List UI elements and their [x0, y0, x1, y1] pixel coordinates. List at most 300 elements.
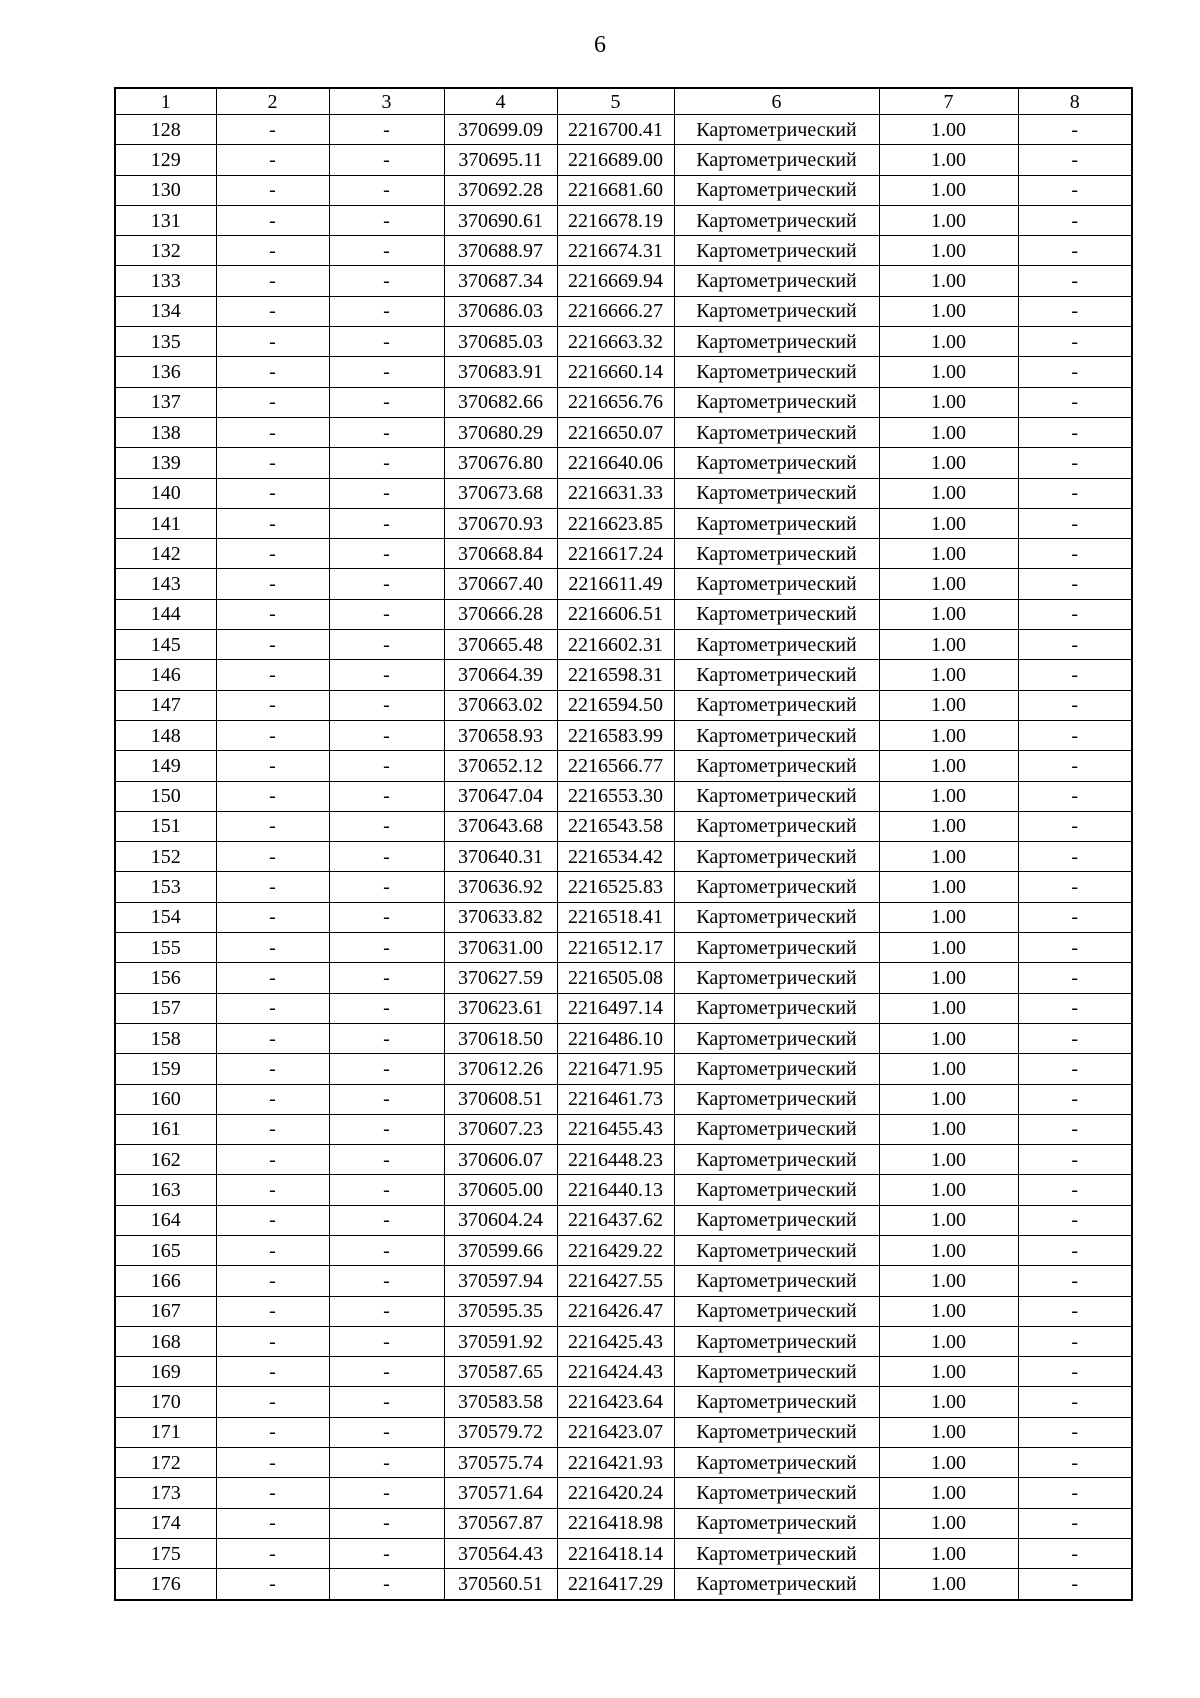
- y-coordinate-cell: 2216663.32: [557, 327, 674, 357]
- table-row: [115, 690, 1132, 720]
- col2-cell: -: [216, 1235, 329, 1265]
- point-number-cell: 133: [115, 266, 216, 296]
- accuracy-cell: 1.00: [879, 539, 1018, 569]
- point-number-cell: 169: [115, 1357, 216, 1387]
- col2-cell: -: [216, 296, 329, 326]
- table-row: [115, 1114, 1132, 1144]
- table-row: [115, 1448, 1132, 1478]
- accuracy-cell: 1.00: [879, 205, 1018, 235]
- y-coordinate-cell: 2216518.41: [557, 902, 674, 932]
- method-cell: Картометрический: [674, 933, 879, 963]
- y-coordinate-cell: 2216660.14: [557, 357, 674, 387]
- col3-cell: -: [329, 599, 444, 629]
- accuracy-cell: 1.00: [879, 1205, 1018, 1235]
- method-cell: Картометрический: [674, 1023, 879, 1053]
- y-coordinate-cell: 2216583.99: [557, 720, 674, 750]
- x-coordinate-cell: 370579.72: [444, 1417, 557, 1447]
- col2-cell: -: [216, 236, 329, 266]
- col8-cell: -: [1018, 1448, 1132, 1478]
- col8-cell: -: [1018, 1145, 1132, 1175]
- col8-cell: -: [1018, 842, 1132, 872]
- table-row: [115, 145, 1132, 175]
- table-header-row: [115, 88, 1132, 115]
- method-cell: Картометрический: [674, 1175, 879, 1205]
- accuracy-cell: 1.00: [879, 266, 1018, 296]
- point-number-cell: 149: [115, 751, 216, 781]
- col3-cell: -: [329, 1417, 444, 1447]
- col8-cell: -: [1018, 1508, 1132, 1538]
- y-coordinate-cell: 2216689.00: [557, 145, 674, 175]
- x-coordinate-cell: 370663.02: [444, 690, 557, 720]
- x-coordinate-cell: 370583.58: [444, 1387, 557, 1417]
- y-coordinate-cell: 2216631.33: [557, 478, 674, 508]
- y-coordinate-cell: 2216656.76: [557, 387, 674, 417]
- point-number-cell: 170: [115, 1387, 216, 1417]
- y-coordinate-cell: 2216461.73: [557, 1084, 674, 1114]
- method-cell: Картометрический: [674, 690, 879, 720]
- x-coordinate-cell: 370591.92: [444, 1326, 557, 1356]
- col8-cell: -: [1018, 993, 1132, 1023]
- x-coordinate-cell: 370575.74: [444, 1448, 557, 1478]
- method-cell: Картометрический: [674, 630, 879, 660]
- y-coordinate-cell: 2216681.60: [557, 175, 674, 205]
- col2-cell: -: [216, 1145, 329, 1175]
- x-coordinate-cell: 370670.93: [444, 508, 557, 538]
- col3-cell: -: [329, 1296, 444, 1326]
- col8-cell: -: [1018, 902, 1132, 932]
- col3-cell: -: [329, 145, 444, 175]
- x-coordinate-cell: 370686.03: [444, 296, 557, 326]
- method-cell: Картометрический: [674, 266, 879, 296]
- x-coordinate-cell: 370623.61: [444, 993, 557, 1023]
- method-cell: Картометрический: [674, 236, 879, 266]
- table-row: [115, 296, 1132, 326]
- x-coordinate-cell: 370607.23: [444, 1114, 557, 1144]
- table-row: [115, 1084, 1132, 1114]
- column-header: 5: [557, 88, 674, 115]
- x-coordinate-cell: 370680.29: [444, 417, 557, 447]
- method-cell: Картометрический: [674, 1205, 879, 1235]
- y-coordinate-cell: 2216640.06: [557, 448, 674, 478]
- point-number-cell: 172: [115, 1448, 216, 1478]
- column-header: 2: [216, 88, 329, 115]
- col8-cell: -: [1018, 508, 1132, 538]
- y-coordinate-cell: 2216455.43: [557, 1114, 674, 1144]
- accuracy-cell: 1.00: [879, 478, 1018, 508]
- col3-cell: -: [329, 842, 444, 872]
- accuracy-cell: 1.00: [879, 902, 1018, 932]
- point-number-cell: 173: [115, 1478, 216, 1508]
- y-coordinate-cell: 2216418.14: [557, 1538, 674, 1568]
- x-coordinate-cell: 370567.87: [444, 1508, 557, 1538]
- point-number-cell: 150: [115, 781, 216, 811]
- point-number-cell: 162: [115, 1145, 216, 1175]
- col3-cell: -: [329, 1266, 444, 1296]
- method-cell: Картометрический: [674, 720, 879, 750]
- table-row: [115, 1266, 1132, 1296]
- col8-cell: -: [1018, 1357, 1132, 1387]
- col8-cell: -: [1018, 872, 1132, 902]
- x-coordinate-cell: 370699.09: [444, 115, 557, 145]
- table-row: [115, 1478, 1132, 1508]
- col8-cell: -: [1018, 751, 1132, 781]
- point-number-cell: 148: [115, 720, 216, 750]
- col3-cell: -: [329, 357, 444, 387]
- col2-cell: -: [216, 902, 329, 932]
- y-coordinate-cell: 2216598.31: [557, 660, 674, 690]
- y-coordinate-cell: 2216525.83: [557, 872, 674, 902]
- x-coordinate-cell: 370608.51: [444, 1084, 557, 1114]
- col8-cell: -: [1018, 417, 1132, 447]
- method-cell: Картометрический: [674, 569, 879, 599]
- accuracy-cell: 1.00: [879, 872, 1018, 902]
- method-cell: Картометрический: [674, 872, 879, 902]
- y-coordinate-cell: 2216440.13: [557, 1175, 674, 1205]
- method-cell: Картометрический: [674, 1084, 879, 1114]
- x-coordinate-cell: 370695.11: [444, 145, 557, 175]
- col8-cell: -: [1018, 1084, 1132, 1114]
- y-coordinate-cell: 2216700.41: [557, 115, 674, 145]
- accuracy-cell: 1.00: [879, 599, 1018, 629]
- x-coordinate-cell: 370571.64: [444, 1478, 557, 1508]
- col2-cell: -: [216, 1357, 329, 1387]
- col2-cell: -: [216, 539, 329, 569]
- col2-cell: -: [216, 1023, 329, 1053]
- col2-cell: -: [216, 448, 329, 478]
- table-row: [115, 599, 1132, 629]
- accuracy-cell: 1.00: [879, 1448, 1018, 1478]
- method-cell: Картометрический: [674, 387, 879, 417]
- col3-cell: -: [329, 1326, 444, 1356]
- table-row: [115, 417, 1132, 447]
- col3-cell: -: [329, 1387, 444, 1417]
- point-number-cell: 161: [115, 1114, 216, 1144]
- y-coordinate-cell: 2216429.22: [557, 1235, 674, 1265]
- accuracy-cell: 1.00: [879, 1023, 1018, 1053]
- accuracy-cell: 1.00: [879, 1357, 1018, 1387]
- method-cell: Картометрический: [674, 1357, 879, 1387]
- table-row: [115, 902, 1132, 932]
- col2-cell: -: [216, 1266, 329, 1296]
- col2-cell: -: [216, 1569, 329, 1600]
- method-cell: Картометрический: [674, 1235, 879, 1265]
- col3-cell: -: [329, 993, 444, 1023]
- accuracy-cell: 1.00: [879, 175, 1018, 205]
- point-number-cell: 142: [115, 539, 216, 569]
- x-coordinate-cell: 370633.82: [444, 902, 557, 932]
- method-cell: Картометрический: [674, 1478, 879, 1508]
- y-coordinate-cell: 2216543.58: [557, 811, 674, 841]
- col3-cell: -: [329, 417, 444, 447]
- accuracy-cell: 1.00: [879, 236, 1018, 266]
- y-coordinate-cell: 2216486.10: [557, 1023, 674, 1053]
- point-number-cell: 141: [115, 508, 216, 538]
- method-cell: Картометрический: [674, 751, 879, 781]
- col8-cell: -: [1018, 963, 1132, 993]
- col8-cell: -: [1018, 1023, 1132, 1053]
- accuracy-cell: 1.00: [879, 781, 1018, 811]
- table-row: [115, 387, 1132, 417]
- col8-cell: -: [1018, 115, 1132, 145]
- col8-cell: -: [1018, 175, 1132, 205]
- point-number-cell: 131: [115, 205, 216, 235]
- col2-cell: -: [216, 508, 329, 538]
- method-cell: Картометрический: [674, 963, 879, 993]
- col8-cell: -: [1018, 1054, 1132, 1084]
- col8-cell: -: [1018, 1175, 1132, 1205]
- col3-cell: -: [329, 387, 444, 417]
- accuracy-cell: 1.00: [879, 145, 1018, 175]
- col3-cell: -: [329, 1114, 444, 1144]
- col3-cell: -: [329, 751, 444, 781]
- accuracy-cell: 1.00: [879, 963, 1018, 993]
- col2-cell: -: [216, 478, 329, 508]
- col2-cell: -: [216, 933, 329, 963]
- table-row: [115, 115, 1132, 145]
- col2-cell: -: [216, 1538, 329, 1568]
- method-cell: Картометрический: [674, 811, 879, 841]
- column-header: 3: [329, 88, 444, 115]
- accuracy-cell: 1.00: [879, 357, 1018, 387]
- col8-cell: -: [1018, 1205, 1132, 1235]
- col8-cell: -: [1018, 1387, 1132, 1417]
- method-cell: Картометрический: [674, 1569, 879, 1600]
- accuracy-cell: 1.00: [879, 811, 1018, 841]
- column-header: 7: [879, 88, 1018, 115]
- col8-cell: -: [1018, 933, 1132, 963]
- table-row: [115, 1023, 1132, 1053]
- column-header: 4: [444, 88, 557, 115]
- x-coordinate-cell: 370640.31: [444, 842, 557, 872]
- col2-cell: -: [216, 842, 329, 872]
- col2-cell: -: [216, 781, 329, 811]
- col2-cell: -: [216, 387, 329, 417]
- x-coordinate-cell: 370682.66: [444, 387, 557, 417]
- method-cell: Картометрический: [674, 478, 879, 508]
- col2-cell: -: [216, 1296, 329, 1326]
- method-cell: Картометрический: [674, 1417, 879, 1447]
- point-number-cell: 155: [115, 933, 216, 963]
- accuracy-cell: 1.00: [879, 1235, 1018, 1265]
- accuracy-cell: 1.00: [879, 387, 1018, 417]
- col2-cell: -: [216, 1054, 329, 1084]
- y-coordinate-cell: 2216602.31: [557, 630, 674, 660]
- col3-cell: -: [329, 660, 444, 690]
- table-row: [115, 357, 1132, 387]
- col8-cell: -: [1018, 660, 1132, 690]
- accuracy-cell: 1.00: [879, 1145, 1018, 1175]
- table-row: [115, 1326, 1132, 1356]
- table-row: [115, 1054, 1132, 1084]
- point-number-cell: 140: [115, 478, 216, 508]
- accuracy-cell: 1.00: [879, 1417, 1018, 1447]
- y-coordinate-cell: 2216497.14: [557, 993, 674, 1023]
- x-coordinate-cell: 370564.43: [444, 1538, 557, 1568]
- table-row: [115, 327, 1132, 357]
- point-number-cell: 174: [115, 1508, 216, 1538]
- x-coordinate-cell: 370688.97: [444, 236, 557, 266]
- table-row: [115, 872, 1132, 902]
- table-row: [115, 811, 1132, 841]
- x-coordinate-cell: 370692.28: [444, 175, 557, 205]
- y-coordinate-cell: 2216423.07: [557, 1417, 674, 1447]
- x-coordinate-cell: 370685.03: [444, 327, 557, 357]
- col3-cell: -: [329, 296, 444, 326]
- col8-cell: -: [1018, 1114, 1132, 1144]
- table-row: [115, 751, 1132, 781]
- col8-cell: -: [1018, 811, 1132, 841]
- method-cell: Картометрический: [674, 902, 879, 932]
- col2-cell: -: [216, 751, 329, 781]
- x-coordinate-cell: 370587.65: [444, 1357, 557, 1387]
- table-row: [115, 205, 1132, 235]
- point-number-cell: 132: [115, 236, 216, 266]
- point-number-cell: 171: [115, 1417, 216, 1447]
- col8-cell: -: [1018, 478, 1132, 508]
- y-coordinate-cell: 2216553.30: [557, 781, 674, 811]
- y-coordinate-cell: 2216512.17: [557, 933, 674, 963]
- y-coordinate-cell: 2216423.64: [557, 1387, 674, 1417]
- x-coordinate-cell: 370604.24: [444, 1205, 557, 1235]
- col8-cell: -: [1018, 690, 1132, 720]
- method-cell: Картометрический: [674, 660, 879, 690]
- col3-cell: -: [329, 1235, 444, 1265]
- col8-cell: -: [1018, 781, 1132, 811]
- table-row: [115, 1538, 1132, 1568]
- table-row: [115, 478, 1132, 508]
- table-row: [115, 1145, 1132, 1175]
- col3-cell: -: [329, 963, 444, 993]
- accuracy-cell: 1.00: [879, 417, 1018, 447]
- method-cell: Картометрический: [674, 993, 879, 1023]
- column-header: 6: [674, 88, 879, 115]
- col8-cell: -: [1018, 448, 1132, 478]
- x-coordinate-cell: 370647.04: [444, 781, 557, 811]
- x-coordinate-cell: 370595.35: [444, 1296, 557, 1326]
- col3-cell: -: [329, 872, 444, 902]
- table-row: [115, 933, 1132, 963]
- x-coordinate-cell: 370560.51: [444, 1569, 557, 1600]
- y-coordinate-cell: 2216669.94: [557, 266, 674, 296]
- accuracy-cell: 1.00: [879, 993, 1018, 1023]
- point-number-cell: 137: [115, 387, 216, 417]
- table-row: [115, 660, 1132, 690]
- accuracy-cell: 1.00: [879, 690, 1018, 720]
- table-row: [115, 569, 1132, 599]
- col3-cell: -: [329, 448, 444, 478]
- accuracy-cell: 1.00: [879, 1478, 1018, 1508]
- col2-cell: -: [216, 1114, 329, 1144]
- col3-cell: -: [329, 690, 444, 720]
- x-coordinate-cell: 370652.12: [444, 751, 557, 781]
- y-coordinate-cell: 2216674.31: [557, 236, 674, 266]
- col3-cell: -: [329, 1054, 444, 1084]
- point-number-cell: 129: [115, 145, 216, 175]
- col3-cell: -: [329, 1508, 444, 1538]
- method-cell: Картометрический: [674, 1266, 879, 1296]
- y-coordinate-cell: 2216424.43: [557, 1357, 674, 1387]
- col8-cell: -: [1018, 1417, 1132, 1447]
- table-row: [115, 1205, 1132, 1235]
- method-cell: Картометрический: [674, 508, 879, 538]
- point-number-cell: 159: [115, 1054, 216, 1084]
- y-coordinate-cell: 2216417.29: [557, 1569, 674, 1600]
- col2-cell: -: [216, 963, 329, 993]
- col8-cell: -: [1018, 266, 1132, 296]
- point-number-cell: 154: [115, 902, 216, 932]
- point-number-cell: 166: [115, 1266, 216, 1296]
- col3-cell: -: [329, 811, 444, 841]
- col2-cell: -: [216, 205, 329, 235]
- y-coordinate-cell: 2216611.49: [557, 569, 674, 599]
- x-coordinate-cell: 370687.34: [444, 266, 557, 296]
- method-cell: Картометрический: [674, 1538, 879, 1568]
- table-body: [115, 115, 1132, 1600]
- table-row: [115, 1417, 1132, 1447]
- x-coordinate-cell: 370612.26: [444, 1054, 557, 1084]
- y-coordinate-cell: 2216426.47: [557, 1296, 674, 1326]
- col8-cell: -: [1018, 387, 1132, 417]
- table-row: [115, 720, 1132, 750]
- accuracy-cell: 1.00: [879, 448, 1018, 478]
- col8-cell: -: [1018, 236, 1132, 266]
- col3-cell: -: [329, 1145, 444, 1175]
- col2-cell: -: [216, 569, 329, 599]
- point-number-cell: 146: [115, 660, 216, 690]
- col3-cell: -: [329, 630, 444, 660]
- col2-cell: -: [216, 115, 329, 145]
- col8-cell: -: [1018, 539, 1132, 569]
- col2-cell: -: [216, 599, 329, 629]
- x-coordinate-cell: 370631.00: [444, 933, 557, 963]
- col3-cell: -: [329, 1084, 444, 1114]
- y-coordinate-cell: 2216420.24: [557, 1478, 674, 1508]
- point-number-cell: 151: [115, 811, 216, 841]
- accuracy-cell: 1.00: [879, 1326, 1018, 1356]
- point-number-cell: 147: [115, 690, 216, 720]
- col3-cell: -: [329, 1538, 444, 1568]
- point-number-cell: 164: [115, 1205, 216, 1235]
- col3-cell: -: [329, 1569, 444, 1600]
- accuracy-cell: 1.00: [879, 1296, 1018, 1326]
- col8-cell: -: [1018, 1569, 1132, 1600]
- col2-cell: -: [216, 993, 329, 1023]
- accuracy-cell: 1.00: [879, 751, 1018, 781]
- col2-cell: -: [216, 145, 329, 175]
- point-number-cell: 165: [115, 1235, 216, 1265]
- point-number-cell: 134: [115, 296, 216, 326]
- y-coordinate-cell: 2216471.95: [557, 1054, 674, 1084]
- col3-cell: -: [329, 902, 444, 932]
- table-row: [115, 1235, 1132, 1265]
- method-cell: Картометрический: [674, 1114, 879, 1144]
- accuracy-cell: 1.00: [879, 1114, 1018, 1144]
- y-coordinate-cell: 2216678.19: [557, 205, 674, 235]
- x-coordinate-cell: 370606.07: [444, 1145, 557, 1175]
- point-number-cell: 145: [115, 630, 216, 660]
- col2-cell: -: [216, 1205, 329, 1235]
- point-number-cell: 158: [115, 1023, 216, 1053]
- x-coordinate-cell: 370667.40: [444, 569, 557, 599]
- y-coordinate-cell: 2216505.08: [557, 963, 674, 993]
- col2-cell: -: [216, 1326, 329, 1356]
- table-row: [115, 630, 1132, 660]
- col2-cell: -: [216, 630, 329, 660]
- col8-cell: -: [1018, 630, 1132, 660]
- col8-cell: -: [1018, 720, 1132, 750]
- method-cell: Картометрический: [674, 539, 879, 569]
- col2-cell: -: [216, 417, 329, 447]
